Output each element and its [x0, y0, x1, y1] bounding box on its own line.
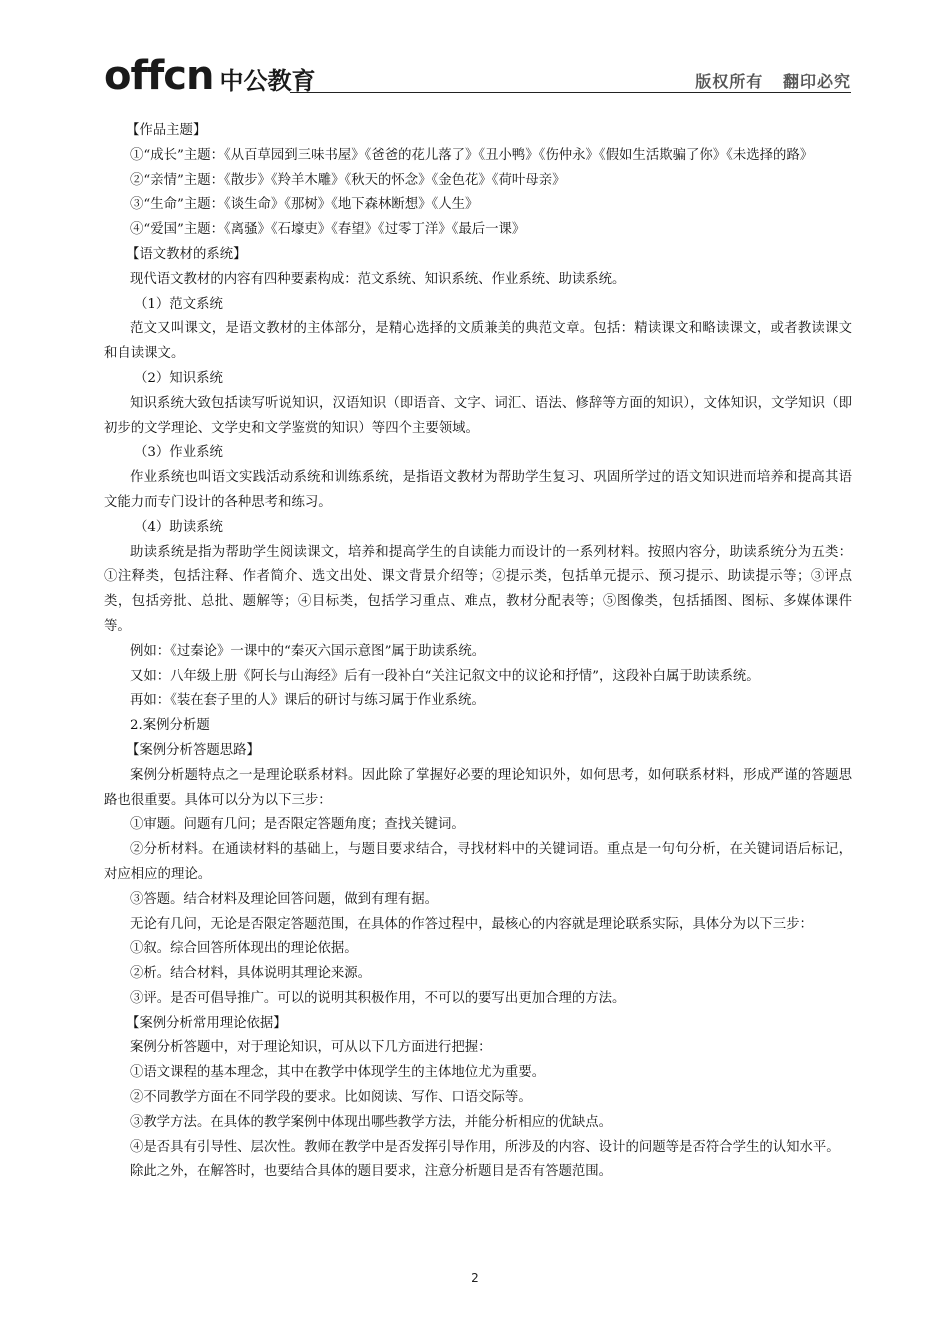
- paragraph: ②不同教学方面在不同学段的要求。比如阅读、写作、口语交际等。: [130, 1090, 532, 1106]
- page-number: 2: [471, 1271, 479, 1285]
- subsection-heading: （4）助读系统: [134, 519, 223, 535]
- logo-chinese-text: 中公教育: [219, 67, 316, 95]
- subsection-heading: （2）知识系统: [134, 370, 223, 386]
- document-body: [104, 119, 852, 1185]
- paragraph: 案例分析答题中，对于理论知识，可从以下几方面进行把握：: [130, 1040, 492, 1056]
- paragraph: ④“爱国”主题：《离骚》《石壕吏》《春望》《过零丁洋》《最后一课》: [130, 222, 526, 238]
- paragraph: 又如：八年级上册《阿长与山海经》后有一段补白“关注记叙文中的议论和抒情”，这段补白属于助读系统。: [130, 668, 760, 684]
- paragraph: ④是否具有引导性、层次性。教师在教学中是否发挥引导作用，所涉及的内容、设计的问题等是否符合学生的认知水平。: [130, 1139, 840, 1155]
- paragraph: 例如：《过秦论》一课中的“秦灭六国示意图”属于助读系统。: [130, 643, 486, 659]
- page-header: [0, 0, 950, 110]
- paragraph: ②“亲情”主题：《散步》《羚羊木雕》《秋天的怀念》《金色花》《荷叶母亲》: [130, 172, 566, 188]
- paragraph: ③教学方法。在具体的教学案例中体现出哪些教学方法，并能分析相应的优缺点。: [130, 1114, 613, 1130]
- paragraph: ①审题。问题有几问；是否限定答题角度；查找关键词。: [130, 817, 465, 833]
- paragraph: 再如：《装在套子里的人》课后的研讨与练习属于作业系统。: [130, 693, 485, 709]
- paragraph: 知识系统大致包括读写听说知识，汉语知识（即语音、文字、词汇、语法、修辞等方面的知识），文体知识，文学知识（即初步的文学理论、文学史和文学鉴赏的知识）等四个主要领域。: [104, 395, 852, 436]
- section-heading: 【语文教材的系统】: [126, 246, 247, 262]
- paragraph: 现代语文教材的内容有四种要素构成：范文系统、知识系统、作业系统、助读系统。: [130, 271, 626, 287]
- paragraph: 无论有几问，无论是否限定答题范围，在具体的作答过程中，最核心的内容就是理论联系实际，具体分为以下三步：: [130, 916, 813, 932]
- paragraph: ②析。结合材料，具体说明其理论来源。: [130, 966, 372, 982]
- paragraph: ①叙。综合回答所体现出的理论依据。: [130, 941, 358, 957]
- section-heading: 【案例分析答题思路】: [126, 742, 260, 758]
- header-divider: [290, 92, 851, 93]
- paragraph: 2.案例分析题: [130, 718, 210, 734]
- paragraph: ①语文课程的基本理念，其中在教学中体现学生的主体地位尤为重要。: [130, 1065, 546, 1081]
- paragraph: ③“生命”主题：《谈生命》《那树》《地下森林断想》《人生》: [130, 197, 479, 213]
- copyright-notice: 版权所有 翻印必究: [695, 72, 851, 91]
- paragraph: ①“成长”主题：《从百草园到三味书屋》《爸爸的花儿落了》《丑小鸭》《伤仲永》《假如生活欺骗了你》《未选择的路》: [130, 147, 814, 163]
- subsection-heading: （1）范文系统: [134, 296, 223, 312]
- paragraph: 除此之外，在解答时，也要结合具体的题目要求，注意分析题目是否有答题范围。: [130, 1164, 613, 1180]
- paragraph: 案例分析题特点之一是理论联系材料。因此除了掌握好必要的理论知识外，如何思考，如何联系材料，形成严谨的答题思路也很重要。具体可以分为以下三步：: [104, 767, 852, 808]
- paragraph: ③答题。结合材料及理论回答问题，做到有理有据。: [130, 891, 438, 907]
- paragraph: 作业系统也叫语文实践活动系统和训练系统，是指语文教材为帮助学生复习、巩固所学过的语文知识进而培养和提高其语文能力而专门设计的各种思考和练习。: [104, 470, 852, 510]
- section-heading: 【作品主题】: [126, 123, 207, 138]
- paragraph: ③评。是否可倡导推广。可以的说明其积极作用，不可以的要写出更加合理的方法。: [130, 990, 626, 1006]
- paragraph: 助读系统是指为帮助学生阅读课文，培养和提高学生的自读能力而设计的一系列材料。按照内容分，助读系统分为五类：①注释类，包括注释、作者简介、选文出处、课文背景介绍等；②提示类，包括单元提示、预习提示、助读提示等；③评点类，包括旁批、总批、题解等；④目标类，包括学习重点、难点，教材分配表等；⑤图像类，包括插图、图标、多媒体课件等。: [104, 544, 852, 634]
- offcn-logo: [104, 53, 316, 99]
- paragraph: 范文又叫课文，是语文教材的主体部分，是精心选择的文质兼美的典范文章。包括：精读课文和略读课文，或者教读课文和自读课文。: [104, 321, 852, 362]
- logo-latin-text: offcn: [104, 53, 214, 99]
- subsection-heading: （3）作业系统: [134, 445, 223, 461]
- paragraph: ②分析材料。在通读材料的基础上，与题目要求结合，寻找材料中的关键词语。重点是一句句分析，在关键词语后标记，对应相应的理论。: [104, 842, 852, 882]
- section-heading: 【案例分析常用理论依据】: [126, 1015, 287, 1031]
